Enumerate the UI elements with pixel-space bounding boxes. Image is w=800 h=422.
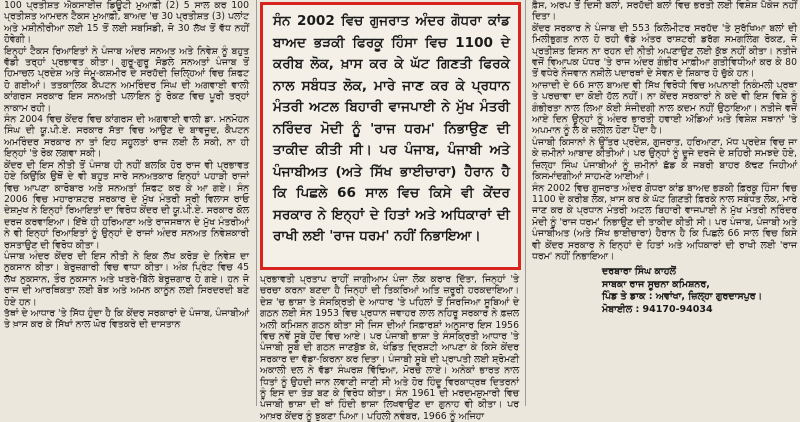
column-divider xyxy=(525,0,526,406)
author-address: ਪਿੰਡ ਤੇ ਡਾਕ : ਅਵਾਂਖਾ, ਜ਼ਿਲ੍ਹਾ ਗੁਰਦਾਸਪੁਰ। xyxy=(602,291,763,303)
article-middle-column xyxy=(258,0,523,422)
author-title: ਸਾਬਕਾ ਰਾਜ ਸੂਚਨਾ ਕਮਿਸ਼ਨਰ, xyxy=(602,278,710,290)
author-signature xyxy=(532,266,797,316)
column-divider xyxy=(256,0,257,406)
article-right-column xyxy=(528,0,800,406)
paragraph: ਪੰਜਾਬ ਅੰਦਰ ਕੇਂਦਰ ਦੀ ਇਸ ਨੀਤੀ ਨੇ ਇਕ ਲੱਖ ਕਰੋੜ ਦੇ ਨਿਵੇਸ਼ ਦਾ ਨੁਕਸਾਨ ਕੀਤਾ। ਬੇਰੁਜ਼ਗਾਰੀ ਵਿਚ ਵਾਧਾ ਕੀਤਾ। ਅੰਕ ਪ੍ਰਿੰਟ ਵਿਚ 45 ਲੱਖ ਨੁਕਸਾਨ, ਤੌਰ ਨੁਕਸਾਨ ਅਤੇ ਖਤਰੇ-ਬਿੱਲੇ ਬੇਰੁਜ਼ਗਾਰ ਹੋ ਗਏ। ਹਨ ਜੋ ਰਾਜ ਦੀ ਆਰਥਿਕਤਾ ਲਈ ਬੋਝ ਅਤੇ ਅਮਨ ਕਾਨੂੰਨ ਲਈ ਸਿਰਦਰਦੀ ਬਣੇ ਹੋਏ ਹਨ। xyxy=(4,250,249,308)
paragraph: ਪੰਜਾਬੀ ਕਿਸਾਨਾਂ ਨੇ ਉੱਤਰ ਪ੍ਰਦੇਸ਼, ਗੁਜਰਾਤ, ਹਰਿਆਣਾ, ਮੱਧ ਪ੍ਰਦੇਸ਼ ਵਿਚ ਜਾ ਕੇ ਜ਼ਮੀਨਾਂ ਆਬਾਦ ਕੀਤੀਆਂ। ਪਰ ਉਨ੍ਹਾਂ ਨੂੰ ਦੂਜੇ ਦਰਜੇ ਦੇ ਸ਼ਹਿਰੀ ਸਮਝਦੇ ਹੋਏ, ਜ਼ਿਲ੍ਹਾ ਸਿੰਘ ਪੰਜਾਬੀਆਂ ਨੂੰ ਜ਼ਮੀਨਾਂ ਛੱਡ ਕੇ ਜਬਰੀ ਬਾਹਰ ਕੱਢਣ ਜਿਹੀਆਂ ਕਿਸਮਾਂਦਗੀਆਂ ਸਾਹਮਣੇ ਆਈਆਂ। xyxy=(532,136,797,183)
pull-quote-text: ਸੰਨ 2002 ਵਿਚ ਗੁਜਰਾਤ ਅੰਦਰ ਗੋਧਰਾ ਕਾਂਡ ਬਾਅਦ ਭੜਕੀ ਫਿਰਕੂ ਹਿੰਸਾ ਵਿਚ 1100 ਦੇ ਕਰੀਬ ਲੋਕ, ਖ਼ਾਸ ਕਰ ਕੇ ਘੱਟ ਗਿਣਤੀ ਫਿਰਕੇ ਨਾਲ ਸਬੰਧਤ ਲੋਕ, ਮਾਰੇ ਜਾਣ ਕਰ ਕੇ ਪ੍ਰਧਾਨ ਮੰਤਰੀ ਅਟਲ ਬਿਹਾਰੀ ਵਾਜਪਾਈ ਨੇ ਮੁੱਖ ਮੰਤਰੀ ਨਰਿੰਦਰ ਮੋਦੀ ਨੂੰ 'ਰਾਜ ਧਰਮ' ਨਿਭਾਉਣ ਦੀ ਤਾਕੀਦ ਕੀਤੀ ਸੀ। ਪਰ ਪੰਜਾਬ, ਪੰਜਾਬੀ ਅਤੇ ਪੰਜਾਬੀਅਤ (ਅਤੇ ਸਿੱਖ ਭਾਈਚਾਰਾ) ਹੈਰਾਨ ਹੈ ਕਿ ਪਿਛਲੇ 66 ਸਾਲ ਵਿਚ ਕਿਸੇ ਵੀ ਕੇਂਦਰ ਸਰਕਾਰ ਨੇ ਇਨ੍ਹਾਂ ਦੇ ਹਿਤਾਂ ਅਤੇ ਅਧਿਕਾਰਾਂ ਦੀ ਰਾਖੀ ਲਈ 'ਰਾਜ ਧਰਮ' ਨਹੀਂ ਨਿਭਾਇਆ। xyxy=(273,13,510,244)
paragraph: ਇਨ੍ਹਾਂ ਟੈਕਸ ਰਿਆਇਤਾਂ ਨੇ ਪੰਜਾਬ ਅੰਦਰ ਸਨਅਤ ਅਤੇ ਨਿਵੇਸ਼ ਨੂੰ ਬਹੁਤ ਵੱਡੀ ਤਰ੍ਹਾਂ ਪ੍ਰਭਾਵਤ ਕੀਤਾ। ਗੁਰੂ-ਗੁਰੂ ਸੋਡਲੇ ਸਨਅਤਾਂ ਪੰਜਾਬ ਤੋਂ ਹਿਮਾਚਲ ਪ੍ਰਦੇਸ਼ ਅਤੇ ਜੰਮੂ-ਕਸ਼ਮੀਰ ਦੇ ਸਰਹੱਦੀ ਜ਼ਿਲ੍ਹਿਆਂ ਵਿਚ ਸ਼ਿਫਟ ਹੋ ਗਈਆਂ। ਤਤਕਾਲਿਕ ਕੈਪਟਨ ਅਮਰਿੰਦਰ ਸਿੰਘ ਦੀ ਅਗਵਾਈ ਵਾਲੀ ਕਾਂਗਰਸ ਸਰਕਾਰ ਇਸ ਸਨਅਤੀ ਪਲਾਇਨ ਨੂੰ ਰੋਕਣ ਵਿਚ ਪੂਰੀ ਤਰ੍ਹਾਂ ਨਾਕਾਮ ਰਹੀ। xyxy=(4,45,249,114)
paragraph: ਪ੍ਰਭਾਵਤੀ ਪ੍ਰਤਾਪ ਰਾਹੀਂ ਜਾਗੀਆਮ ਪੰਜਾ ਲੋਕ ਕਰਾਰ ਦਿੱਤਾ, ਜਿਨ੍ਹਾਂ 'ਤੇ ਚਰਚਾ ਕਰਨਾ ਬਣਦਾ ਹੈ ਜਿਨ੍ਹਾਂ ਦੀ ਤਿਕਰਿਆਂ ਅਤਿ ਜ਼ਰੂਰੀ ਹਰਕਦਾਇਆ। ਦੇਸ਼ 'ਚ ਭਾਸ਼ਾ ਤੇ ਸੰਸਕ੍ਰਿਤੀ ਦੇ ਆਧਾਰ 'ਤੇ ਪਹਿਲਾਂ ਤੋਂ ਸਿਰਜਿਆ ਸੂਬਿਆਂ ਦੇ ਗਠਨ ਲਈ ਸੰਨ 1953 ਵਿਚ ਪ੍ਰਧਾਨ ਜਵਾਹਰ ਲਾਲ ਨਹਿਰੂ ਸਰਕਾਰ ਨੇ ਫ਼ਜ਼ਲ ਅਲੀ ਕਮਿਸ਼ਨ ਗਠਨ ਕੀਤਾ ਸੀ ਜਿਸ ਦੀਆਂ ਸਿਫ਼ਾਰਸ਼ਾਂ ਅਨੁਸਾਰ ਇਸ 1956 ਵਿਚ ਨਵੇਂ ਸੂਬੇ ਹੋਂਦ ਵਿਚ ਆਏ। ਪਰ ਪੰਜਾਬੀ ਭਾਸ਼ਾ ਤੇ ਸੰਸਕ੍ਰਿਤੀ ਆਧਾਰ 'ਤੇ ਪੰਜਾਬੀ ਸੂਬੇ ਦੀ ਗਠਨ ਜਾਣਬੁੱਝ ਕੇ, ਖੰਡਿਤ ਦ੍ਰਿਸ਼ਟੀ ਆਪਣਾ ਕੇ ਕਿਸੇ ਕੇਂਦਰ ਸਰਕਾਰ ਦਾ ਵੱਡਾ-ਕਿਰਨਾ ਕਰ ਦਿਤਾ। ਪੰਜਾਬੀ ਸੂਬੇ ਦੀ ਪ੍ਰਾਪਤੀ ਲਈ ਸ਼੍ਰੋਮਣੀ ਅਕਾਲੀ ਦਲ ਨੇ ਵੱਡਾ ਸੰਘਰਸ਼ ਵਿੱਢਿਆ, ਮੋਰਚੇ ਲਾਏ। ਅਨੇਕਾਂ ਭਾਰਤ ਨਾਲ ਧਿਤਾਂ ਨੂੰ ਉਹਦੀ ਜਾਨ ਲਵਾਣੀ ਜਾਣੀ ਸੀ ਅਤੇ ਹੋਰ ਹਿੰਦੂ ਵਿਰਕਾਧ੍ਰਥ ਦਿਤਰਨਾਂ ਨੂੰ ਇਸ ਦਾ ਤੋੜ ਬਣ ਕੇ ਵਿਰੋਧ ਕੀਤਾ। ਸੰਨ 1961 ਦੀ ਮਰਦਮਸ਼ੁਮਾਰੀ ਵਿਚ ਪੰਜਾਬੀ ਭਾਸ਼ਾ ਦੀ ਥਾਂ ਹਿੰਦੀ ਭਾਸ਼ਾ ਲਿਖਵਾਉਣ ਦਾ ਗੁਨਾਹ ਵੀ ਕੀਤਾ। ਪਰ ਆਖ਼ਰ ਕੇਂਦਰ ਨੂੰ ਝੁਕਣਾ ਪਿਆ। ਪਹਿਲੀ ਨਵੰਬਰ, 1966 ਨੂੰ ਅਜਿਹਾ xyxy=(260,274,519,422)
paragraph: 100 ਪ੍ਰਤੀਸ਼ਤ ਐਕਸਾਈਜ਼ ਡਿਊਟੀ ਮੁਆਫ਼ੀ (2) 5 ਸਾਲ ਕਰ 100 ਪ੍ਰਤੀਸ਼ਤ ਆਮਦਨ ਟੈਕਸ ਮੁਆਫ਼ੀ, ਬਾਅਦ 'ਚ 30 ਪ੍ਰਤੀਸ਼ਤ (3) ਪਲਾਂਟ ਅਤੇ ਮਸ਼ੀਨੀਰੀਆ ਲਈ 15 ਤੋਂ ਲਈ ਸਬਸਿਡੀ, ਜੋ 30 ਲੱਖ ਤੋਂ ਵੱਧ ਨਹੀਂ ਹੋਵੇਗੀ। xyxy=(4,0,249,46)
paragraph: ਸੰਨ 2004 ਵਿਚ ਕੇਂਦਰ ਵਿਚ ਕਾਂਗਰਸ ਦੀ ਅਗਵਾਈ ਵਾਲੀ ਡਾ. ਮਨਮੋਹਨ ਸਿੰਘ ਦੀ ਯੂ.ਪੀ.ਏ. ਸਰਕਾਰ ਸੱਤਾ ਵਿਚ ਆਉਣ ਦੇ ਬਾਵਜੂਦ, ਕੈਪਟਨ ਅਮਰਿੰਦਰ ਸਰਕਾਰ ਨਾ ਤਾਂ ਇਹ ਸਹੂਲਤਾਂ ਰਾਜ ਲਈ ਲੈ ਸਕੀ, ਨਾ ਹੀ ਇਨ੍ਹਾਂ 'ਤੇ ਰੋਕ ਲਗਵਾ ਸਕੀ। xyxy=(4,114,249,160)
article-left-column xyxy=(0,0,255,406)
paragraph: ਸੰਨ 2002 ਵਿਚ ਗੁਜਰਾਤ ਅੰਦਰ ਗੋਧਰਾ ਕਾਂਡ ਬਾਅਦ ਭੜਕੀ ਫ਼ਿਰਕੂ ਹਿੰਸਾ ਵਿਚ 1100 ਦੇ ਕਰੀਬ ਲੋਕ, ਖ਼ਾਸ ਕਰ ਕੇ ਘੱਟ ਗਿਣਤੀ ਫ਼ਿਰਕੇ ਨਾਲ ਸਬੰਧਤ ਲੋਕ, ਮਾਰੇ ਜਾਣ ਕਰ ਕੇ ਪ੍ਰਧਾਨ ਮੰਤਰੀ ਅਟਲ ਬਿਹਾਰੀ ਵਾਜਪਾਈ ਨੇ ਮੁੱਖ ਮੰਤਰੀ ਨਰਿੰਦਰ ਮੋਦੀ ਨੂੰ 'ਰਾਜ ਧਰਮ' ਨਿਭਾਉਣ ਦੀ ਤਾਕੀਦ ਕੀਤੀ ਸੀ। ਪਰ ਪੰਜਾਬ, ਪੰਜਾਬੀ ਅਤੇ ਪੰਜਾਬੀਅਤ (ਅਤੇ ਸਿੱਖ ਭਾਈਚਾਰਾ) ਹੈਰਾਨ ਹੈ ਕਿ ਪਿਛਲੇ 66 ਸਾਲ ਵਿਚ ਕਿਸੇ ਵੀ ਕੇਂਦਰ ਸਰਕਾਰ ਨੇ ਇਨ੍ਹਾਂ ਦੇ ਹਿਤਾਂ ਅਤੇ ਅਧਿਕਾਰਾਂ ਦੀ ਰਾਖੀ ਲਈ 'ਰਾਜ ਧਰਮ' ਨਹੀਂ ਨਿਭਾਇਆ। xyxy=(532,182,797,262)
paragraph: ਫ਼ੈਸ, ਅਰਪ ਤੋਂ ਦਿਸੀ ਬਲਾਂ, ਸਰਹੱਦੀ ਬਲਾਂ ਵਿਚ ਭਰਤੀ ਲਈ ਵਿਸ਼ੇਸ਼ ਪੈਕੇਜ ਨਹੀਂ ਦਿਤਾ। xyxy=(532,0,797,23)
paragraph: ਕੇਂਦਰ ਸਰਕਾਰ ਨੇ ਪੰਜਾਬ ਦੀ 553 ਕਿਲੋਮੀਟਰ ਸਰਹੱਦ 'ਤੇ ਸੁਰੱਖਿਆ ਬਲਾਂ ਦੀ ਮਿਲੀਭੁਗਤ ਨਾਲ ਹੋ ਰਹੀ ਵੱਡੇ ਅੰਤਰ ਰਾਸ਼ਟਰੀ ਡਰੱਗ ਸਮਗਲਿੰਗ ਰੋਕਣ, ਜੋ ਪ੍ਰਤੀਸ਼ਤ ਇਸਨ ਨਾ ਰਹਨ ਦੀ ਨੀਤੀ ਅਪਣਾਉਣ ਲਈ ਕੁੱਝ ਨਹੀਂ ਕੀਤਾ। ਨਤੀਜੇ ਵਜੋਂ ਵਿਆਪਕ ਪੱਧਰ 'ਤੇ ਰਾਜ ਅੰਦਰ ਗੰਭੀਰ ਮਾਫ਼ੀਆ ਗਤੀਵਿਧੀਆਂ ਕਰ ਕੇ 80 ਤੋਂ ਵਧੇਰੇ ਨੌਜਵਾਨ ਨਸ਼ੀਲੇ ਪਦਾਰਥਾਂ ਦੇ ਸੇਵਨ ਦੇ ਸ਼ਿਕਾਰ ਹੋ ਚੁੱਕੇ ਹਨ। xyxy=(532,22,797,80)
paragraph: ਕੇਂਦਰ ਦੀ ਇਸ ਨੀਤੀ ਤੋਂ ਪੰਜਾਬ ਹੀ ਨਹੀਂ ਬਲਕਿ ਹੋਰ ਰਾਜ ਵੀ ਪ੍ਰਭਾਵਤ ਹੋਏ ਕਿਉਂਕਿ ਉਥੋਂ ਦੇ ਵੀ ਬਹੁਤ ਸਾਰੇ ਸਨਅਤਕਾਰ ਇਨ੍ਹਾਂ ਪਹਾੜੀ ਰਾਜਾਂ ਵਿਚ ਆਪਣਾ ਕਾਰੋਬਾਰ ਅਤੇ ਸਨਅਤਾਂ ਸ਼ਿਫਟ ਕਰ ਕੇ ਆ ਗਏ। ਸੰਨ 2006 ਵਿਚ ਮਹਾਰਾਸ਼ਟਰ ਸਰਕਾਰ ਦੇ ਮੁੱਖ ਮੰਤਰੀ ਸ੍ਰੀ ਵਿਲਾਸ ਰਾਓ ਦੇਸ਼ਮੁਖ ਨੇ ਇਨ੍ਹਾਂ ਰਿਆਇਤਾਂ ਦਾ ਵਿਰੋਧ ਕੇਂਦਰ ਦੀ ਯੂ.ਪੀ.ਏ. ਸਰਕਾਰ ਕੋਲ ਦਰਜ ਕਰਵਾਇਆ। ਇੱਥੇ ਹੀ ਹਰਿਆਣਾ ਅਤੇ ਰਾਜਸਥਾਨ ਦੇ ਮੁੱਖ ਮੰਤਰੀਆਂ ਨੇ ਵੀ ਇਨ੍ਹਾਂ ਰਿਆਇਤਾਂ ਨੂੰ ਉਨ੍ਹਾਂ ਦੇ ਰਾਜਾਂ ਅੰਦਰ ਸਨਅਤ ਨਿਵੇਸ਼ਕਾਰੀ ਰਸਤਾਉਣ ਦੀ ਵਿਰੋਧ ਕੀਤਾ। xyxy=(4,159,249,251)
paragraph: ਤੱਥਾਂ ਦੇ ਆਧਾਰ 'ਤੇ ਸਿੱਧ ਹੁੰਦਾ ਹੈ ਕਿ ਕੇਂਦਰ ਸਰਕਾਰਾਂ ਦੇ ਪੰਜਾਬ, ਪੰਜਾਬੀਆਂ ਤੇ ਖ਼ਾਸ ਕਰ ਕੇ ਸਿੱਖਾਂ ਨਾਲ ਘੋਰ ਵਿਤਕਰੇ ਦੀ ਦਾਸਤਾਨ xyxy=(4,307,249,331)
author-name: ਦਰਬਾਰਾ ਸਿੰਘ ਕਾਹਲੋਂ xyxy=(602,266,676,278)
author-mobile: ਮੋਬਾਈਲ : 94170-94034 xyxy=(602,303,713,315)
paragraph: ਆਜ਼ਾਦੀ ਦੇ 66 ਸਾਲ ਬਾਅਦ ਵੀ ਸਿੱਖ ਵਿਰੋਧੀ ਵਿਚ ਅਪਨਾਈ ਨਿਕੰਮਲੀ ਪ੍ਰਥਾ ਤੇ ਪਰਚਾਵਾ ਦਾ ਕੋਈ ਹੱਲ ਨਹੀਂ। ਨਾ ਕੇਂਦਰ ਸਰਕਾਰਾਂ ਨੇ ਕਦੇ ਵੀ ਇਸ ਵਿਸ਼ੇ ਨੂੰ ਗੰਭੀਰਤਾ ਨਾਲ ਲਿਆ ਕੋਈ ਸੰਜੀਦਗੀ ਨਾਲ ਕਦਮ ਨਹੀਂ ਉਠਾਇਆ। ਨਤੀਜੇ ਵਜੋਂ ਆਏ ਦਿਨ ਉਨ੍ਹਾਂ ਨੂੰ ਅੰਦਰ ਭਾਰਤੀ ਹਵਾਈ ਅੱਡਿਆਂ ਅਤੇ ਵਿਸ਼ੇਸ਼ ਸਥਾਨਾਂ 'ਤੇ ਅਪਮਾਨ ਨੂੰ ਲੈ ਕੇ ਜ਼ਲੀਲ ਹੋਣਾ ਪੈਂਦਾ ਹੈ। xyxy=(532,79,797,137)
pull-quote-box xyxy=(260,2,521,270)
